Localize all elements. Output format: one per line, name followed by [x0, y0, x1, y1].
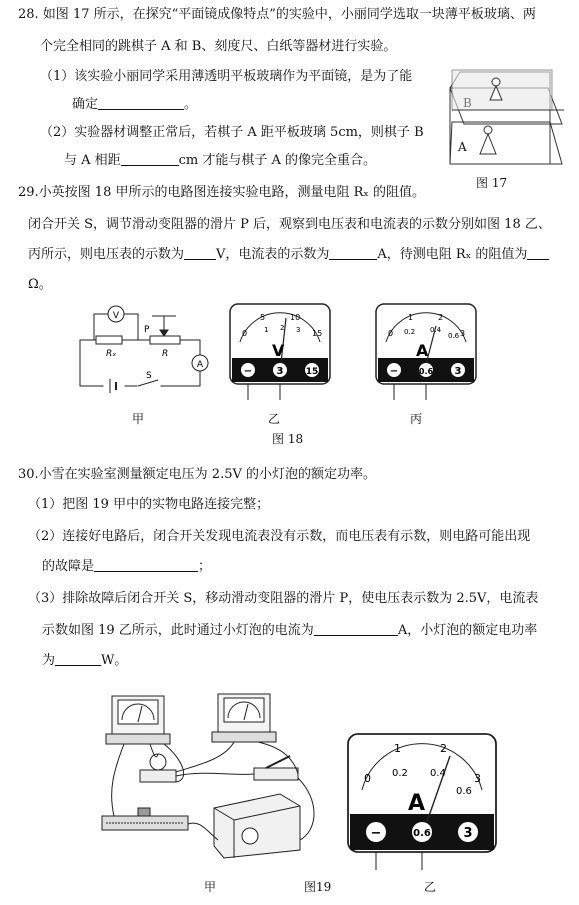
ammeter-unit: A: [416, 341, 429, 360]
q30-part2-suffix: ；: [198, 559, 212, 574]
q30-part2-answer: [42, 558, 211, 576]
q28-part1-answer: [72, 96, 197, 114]
q28-part1-suffix: 。: [184, 97, 198, 112]
fig19-ammeter-tick-1: 1: [394, 742, 401, 755]
q30-current-blank[interactable]: [314, 622, 398, 636]
ammeter-tick-0.6: 0.6: [448, 332, 460, 340]
voltmeter-tick-15: 15: [312, 329, 323, 338]
piece-a-label: A: [458, 140, 467, 154]
fig19-label-yi: 乙: [424, 880, 437, 894]
fig19-ammeter-tick-2: 2: [440, 742, 447, 755]
figure-18-ammeter: [374, 302, 478, 402]
voltmeter-tick-1: 1: [264, 326, 269, 334]
q30-part2: （2）连接好电路后，闭合开关发现电流表没有示数，而电压表有示数，则电路可能出现: [28, 529, 531, 544]
q30-part3: （3）排除故障后闭合开关 S，移动滑动变阻器的滑片 P，使电压表示数为 2.5V，电流表: [28, 591, 539, 606]
fig19-ammeter-tick-0.6: 0.6: [456, 786, 472, 797]
ammeter-tick-0.2: 0.2: [404, 328, 416, 336]
q28-part2: （2）实验器材调整正常后，若棋子 A 距平板玻璃 5cm，则棋子 B: [40, 125, 424, 140]
q28-part2-answer: [64, 152, 376, 170]
voltmeter-unit: V: [272, 341, 285, 360]
q30-fault-blank[interactable]: [94, 558, 198, 572]
ammeter-tick-2: 2: [438, 313, 444, 322]
q28-stem: 28. 如图 17 所示，在探究“平面镜成像特点”的实验中，小丽同学选取一块薄平板玻璃、两: [18, 7, 536, 22]
figure-18-voltmeter: [228, 302, 332, 402]
fig18-label-jia: 甲: [132, 412, 145, 426]
circuit-r-label: R: [162, 349, 169, 359]
ammeter-tick-3: 3: [460, 329, 466, 338]
q30-part2-prefix: 的故障是: [42, 559, 95, 574]
figure-17-mirror-diagram: [446, 64, 566, 170]
voltmeter-terminal-15: 15: [305, 367, 319, 377]
ammeter-terminal-3: 3: [454, 366, 462, 377]
q29-line2: 闭合开关 S，调节滑动变阻器的滑片 P 后，观察到电压表和电流表的示数分别如图 18 乙、: [28, 217, 551, 232]
fig19-label-jia: 甲: [204, 880, 217, 894]
q28-blank-2[interactable]: [121, 152, 179, 166]
figure-19-ammeter: [346, 732, 498, 872]
q29-line4: Ω。: [28, 277, 52, 292]
q29-voltage-prefix: 丙所示，则电压表的示数为: [28, 247, 185, 262]
q29-line3: [28, 246, 549, 264]
q30-part3-power: [42, 652, 127, 670]
figure-18-caption: 图 18: [272, 432, 304, 446]
piece-b-label: B: [463, 96, 472, 110]
q28-part2-prefix: 与 A 相距: [64, 153, 121, 168]
voltmeter-tick-0: 0: [242, 329, 248, 338]
voltmeter-terminal-3: 3: [276, 366, 284, 377]
circuit-p-label: P: [144, 325, 150, 335]
q28-blank-1[interactable]: [98, 96, 184, 110]
voltmeter-tick-5: 5: [260, 313, 266, 322]
fig19-ammeter-terminal-negative: −: [370, 826, 382, 841]
q29-resistance-blank[interactable]: [527, 246, 549, 260]
q29-resistance-prefix: A，待测电阻 Rₓ 的阻值为: [377, 247, 528, 262]
q28-stem-cont: 个完全相同的跳棋子 A 和 B、刻度尺、白纸等器材进行实验。: [40, 39, 397, 54]
q30-stem: 30.小雪在实验室测量额定电压为 2.5V 的小灯泡的额定功率。: [18, 467, 377, 482]
q28-part2-suffix: cm 才能与棋子 A 的像完全重合。: [178, 153, 377, 168]
ammeter-tick-0: 0: [388, 329, 394, 338]
figure-17-caption: 图 17: [476, 176, 508, 190]
fig19-ammeter-tick-0: 0: [364, 772, 371, 785]
q30-part3-current: [42, 622, 537, 640]
ammeter-tick-0.4: 0.4: [430, 326, 442, 334]
fig19-ammeter-terminal-3: 3: [463, 826, 473, 841]
circuit-switch-label: S: [146, 371, 152, 381]
fig19-ammeter-unit: A: [408, 791, 426, 816]
q29-current-blank[interactable]: [329, 246, 377, 260]
figure-19-caption: 图19: [304, 880, 332, 894]
fig18-label-yi: 乙: [268, 412, 281, 426]
circuit-voltmeter-label: V: [112, 311, 120, 321]
fig19-ammeter-tick-3: 3: [474, 772, 481, 785]
fig18-label-bing: 丙: [410, 412, 423, 426]
q30-current-prefix: 示数如图 19 乙所示，此时通过小灯泡的电流为: [42, 623, 314, 638]
q30-power-prefix: A，小灯泡的额定电功率: [397, 623, 538, 638]
circuit-rx-label: Rₓ: [106, 349, 117, 359]
voltmeter-tick-10: 10: [290, 313, 301, 322]
q29-voltage-blank[interactable]: [184, 246, 216, 260]
voltmeter-tick-2: 2: [280, 324, 285, 332]
fig19-ammeter-tick-0.4: 0.4: [430, 768, 446, 779]
ammeter-terminal-0.6: 0.6: [418, 367, 434, 376]
q30-power-word: 为: [42, 653, 56, 668]
q29-stem: 29.小英按图 18 甲所示的电路图连接实验电路，测量电阻 Rₓ 的阻值。: [18, 185, 426, 200]
voltmeter-terminal-negative: −: [243, 366, 253, 377]
voltmeter-tick-3: 3: [296, 326, 301, 334]
q30-part1: （1）把图 19 甲中的实物电路连接完整；: [28, 497, 270, 512]
q30-power-blank[interactable]: [55, 652, 101, 666]
figure-18-circuit-diagram: [76, 296, 216, 396]
figure-19-physical-circuit: [94, 690, 330, 870]
ammeter-tick-1: 1: [408, 313, 414, 322]
fig19-ammeter-tick-0.2: 0.2: [392, 768, 408, 779]
circuit-ammeter-label: A: [196, 360, 204, 370]
q28-part1: （1）该实验小丽同学采用薄透明平板玻璃作为平面镜，是为了能: [40, 69, 413, 84]
fig19-ammeter-terminal-0.6: 0.6: [413, 828, 431, 839]
q29-current-prefix: V，电流表的示数为: [216, 247, 330, 262]
q30-power-unit: W。: [101, 653, 128, 668]
q28-part1-prefix: 确定: [72, 97, 99, 112]
ammeter-terminal-negative: −: [389, 366, 399, 377]
